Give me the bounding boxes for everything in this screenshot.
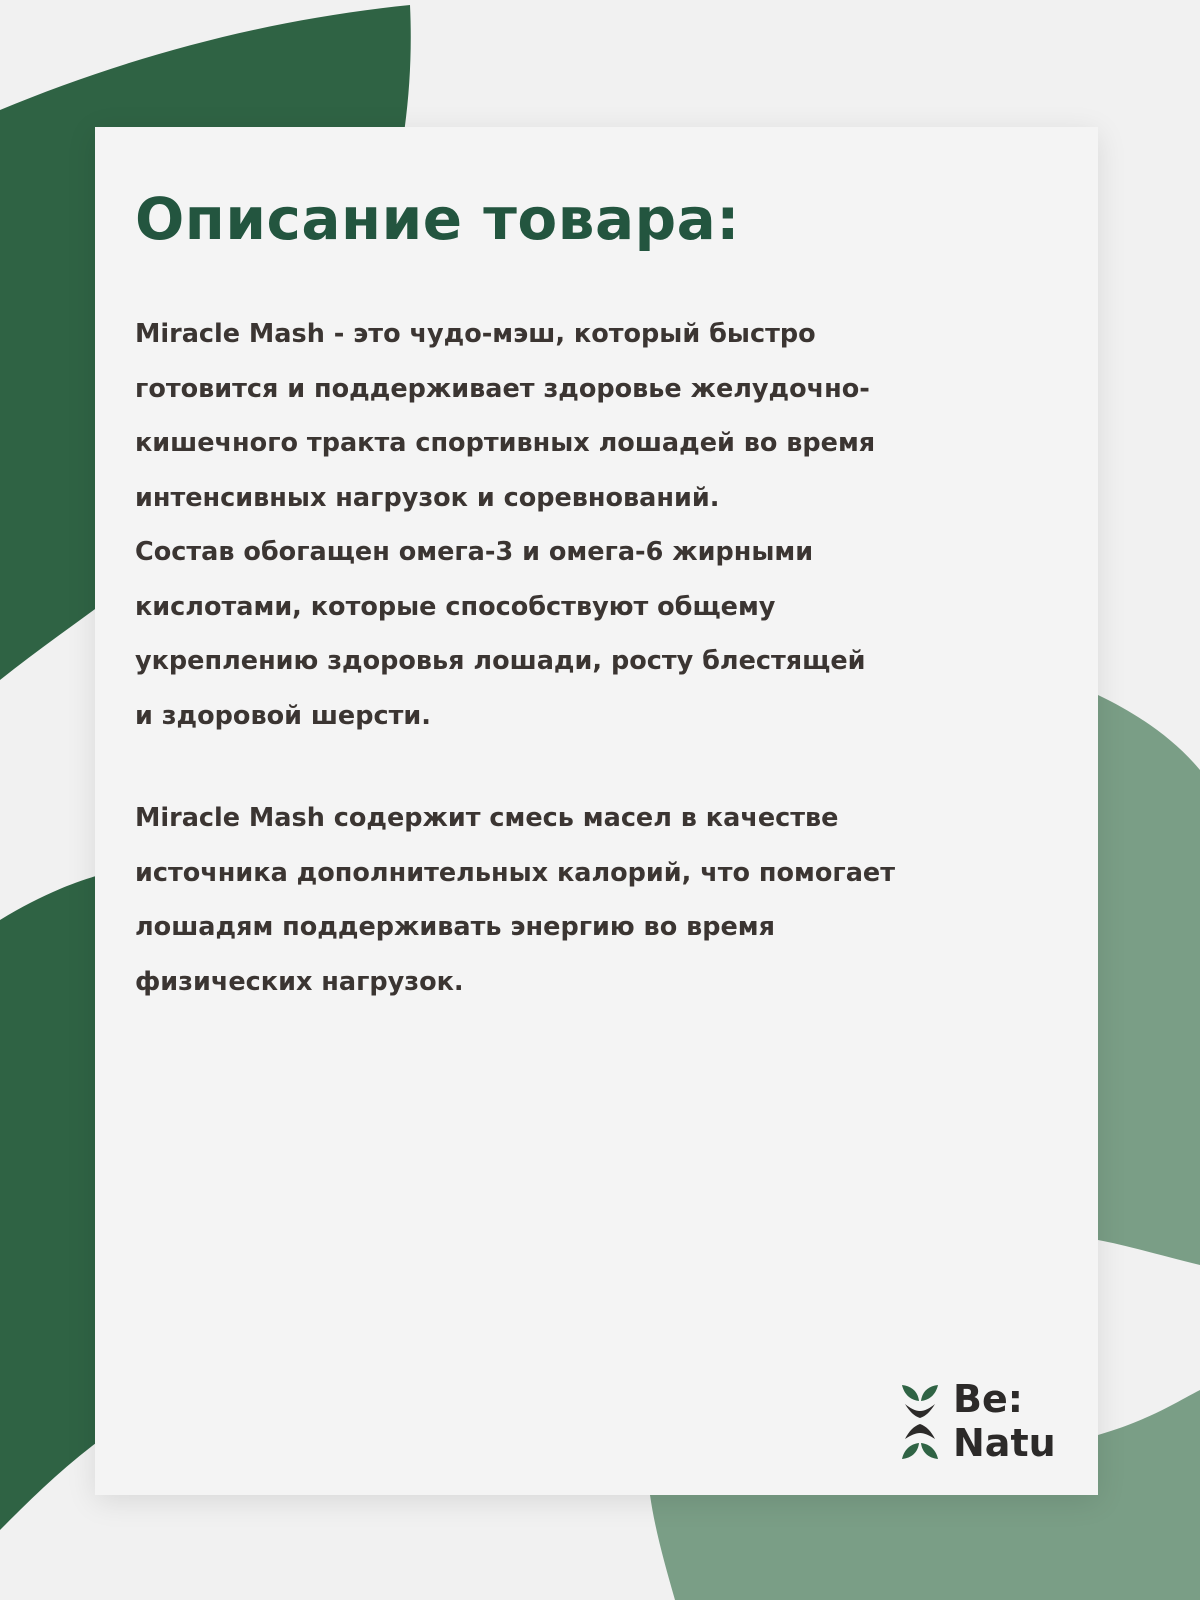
dark-green-bottom-shape xyxy=(0,875,100,1530)
description-paragraph-1 xyxy=(135,307,1075,743)
paragraph-line: Miracle Mash содержит смесь масел в качестве xyxy=(135,803,839,833)
paragraph-line: интенсивных нагрузок и соревнований. xyxy=(135,482,720,513)
paragraph-line: лошадям поддерживать энергию во время xyxy=(135,912,775,942)
brand-name-line1: Be: xyxy=(953,1377,1023,1421)
description-paragraph-2 xyxy=(135,791,1075,1009)
sprout-logo-icon xyxy=(900,1382,940,1462)
paragraph-line: Miracle Mash - это чудо-мэш, который быстро xyxy=(135,319,816,349)
paragraph-line: кислотами, которые способствуют общему xyxy=(135,591,776,622)
paragraph-line: кишечного тракта спортивных лошадей во время xyxy=(135,428,876,458)
page-title: Описание товара: xyxy=(135,185,740,253)
brand-logo xyxy=(900,1377,1070,1467)
paragraph-line: физических нагрузок. xyxy=(135,966,464,997)
paragraph-line: источника дополнительных калорий, что помогает xyxy=(135,857,896,888)
paragraph-line: Состав обогащен омега-3 и омега-6 жирными xyxy=(135,537,814,567)
light-green-right-shape xyxy=(1098,695,1200,1265)
brand-name-line2: Natu xyxy=(953,1421,1056,1465)
paragraph-line: готовится и поддерживает здоровье желудочно- xyxy=(135,373,870,404)
paragraph-line: и здоровой шерсти. xyxy=(135,700,431,731)
brand-name xyxy=(953,1377,1056,1465)
description-card xyxy=(95,127,1098,1495)
paragraph-line: укреплению здоровья лошади, росту блестящей xyxy=(135,646,866,676)
